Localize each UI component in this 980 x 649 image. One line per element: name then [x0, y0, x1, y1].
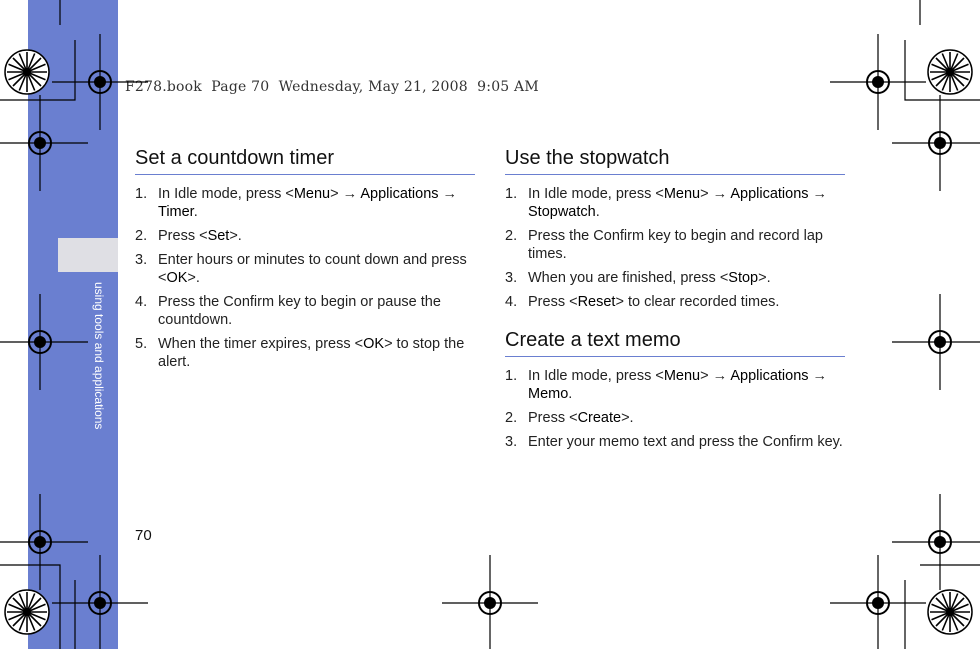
key-label: Applications [730, 368, 809, 384]
step-text-part: In Idle mode, press < [528, 368, 664, 384]
step-text-part: → [808, 368, 828, 384]
step-text-part: Press the Confirm key to begin or pause the countdown. [158, 294, 441, 328]
registration-mark [830, 34, 926, 130]
step-text-part: → [438, 186, 458, 202]
countdown-heading: Set a countdown timer [135, 147, 475, 175]
key-label: Stopwatch [528, 204, 596, 220]
step-number: 1. [135, 186, 148, 202]
step-text-part: Press < [528, 410, 578, 426]
key-label: Applications [730, 186, 809, 202]
key-label: Menu [293, 186, 331, 202]
registration-mark [892, 95, 980, 191]
step-text-part: > to clear recorded times. [615, 294, 780, 310]
step-text-part: > to stop the alert. [158, 336, 465, 370]
step-text-part: In Idle mode, press < [158, 186, 294, 202]
registration-mark [830, 555, 926, 649]
registration-mark [52, 34, 148, 130]
key-label: OK [166, 270, 188, 286]
step-text-part: > → [700, 368, 731, 384]
step-text-part: When the timer expires, press < [158, 336, 364, 352]
step-text-part: > → [700, 186, 731, 202]
key-label: Menu [663, 186, 701, 202]
registration-mark [0, 95, 88, 191]
step-text-part: Press < [528, 294, 578, 310]
step-text-part: → [808, 186, 828, 202]
key-label: Memo [528, 386, 569, 402]
step-text-part: Enter hours or minutes to count down and press < [158, 252, 467, 286]
sidebar-section-label: using tools and applications [92, 282, 106, 430]
registration-mark [52, 555, 148, 649]
step-number: 3. [135, 252, 148, 268]
key-label: Stop [728, 270, 759, 286]
page-number: 70 [135, 527, 152, 544]
step-text-part: >. [187, 270, 200, 286]
step-text-part: Enter your memo text and press the Confirm key. [528, 434, 843, 450]
step-text-part: >. [621, 410, 634, 426]
step-text-part: . [568, 386, 573, 402]
step-number: 3. [505, 434, 518, 450]
step-text-part: . [193, 204, 198, 220]
step-text-part: In Idle mode, press < [528, 186, 664, 202]
step-text-part: When you are finished, press < [528, 270, 729, 286]
key-label: Set [207, 228, 230, 244]
step-text-part: Press < [158, 228, 208, 244]
step-number: 4. [505, 294, 518, 310]
step-number: 2. [135, 228, 148, 244]
step-text-part: Press the Confirm key to begin and record lap times. [528, 228, 823, 262]
stopwatch-heading: Use the stopwatch [505, 147, 845, 175]
step-number: 3. [505, 270, 518, 286]
key-label: Applications [360, 186, 439, 202]
print-header: F278.book Page 70 Wednesday, May 21, 2008 9:05 AM [125, 79, 539, 95]
key-label: OK [363, 336, 385, 352]
step-number: 1. [505, 186, 518, 202]
step-text-part: >. [758, 270, 771, 286]
registration-mark [892, 494, 980, 590]
step-number: 5. [135, 336, 148, 352]
registration-mark [0, 294, 88, 390]
registration-mark [0, 494, 88, 590]
step-number: 2. [505, 228, 518, 244]
star-target-top-left [5, 50, 49, 94]
step-number: 1. [505, 368, 518, 384]
registration-mark [892, 294, 980, 390]
key-label: Timer [158, 204, 194, 220]
star-target-top-right [928, 50, 972, 94]
key-label: Reset [577, 294, 616, 310]
key-label: Menu [663, 368, 701, 384]
star-target-bottom-right [928, 590, 972, 634]
star-target-bottom-left [5, 590, 49, 634]
memo-heading: Create a text memo [505, 329, 845, 357]
step-text-part: > → [330, 186, 361, 202]
step-text-part: >. [229, 228, 242, 244]
key-label: Create [577, 410, 622, 426]
step-number: 4. [135, 294, 148, 310]
step-number: 2. [505, 410, 518, 426]
step-text-part: . [595, 204, 600, 220]
registration-mark [442, 555, 538, 649]
